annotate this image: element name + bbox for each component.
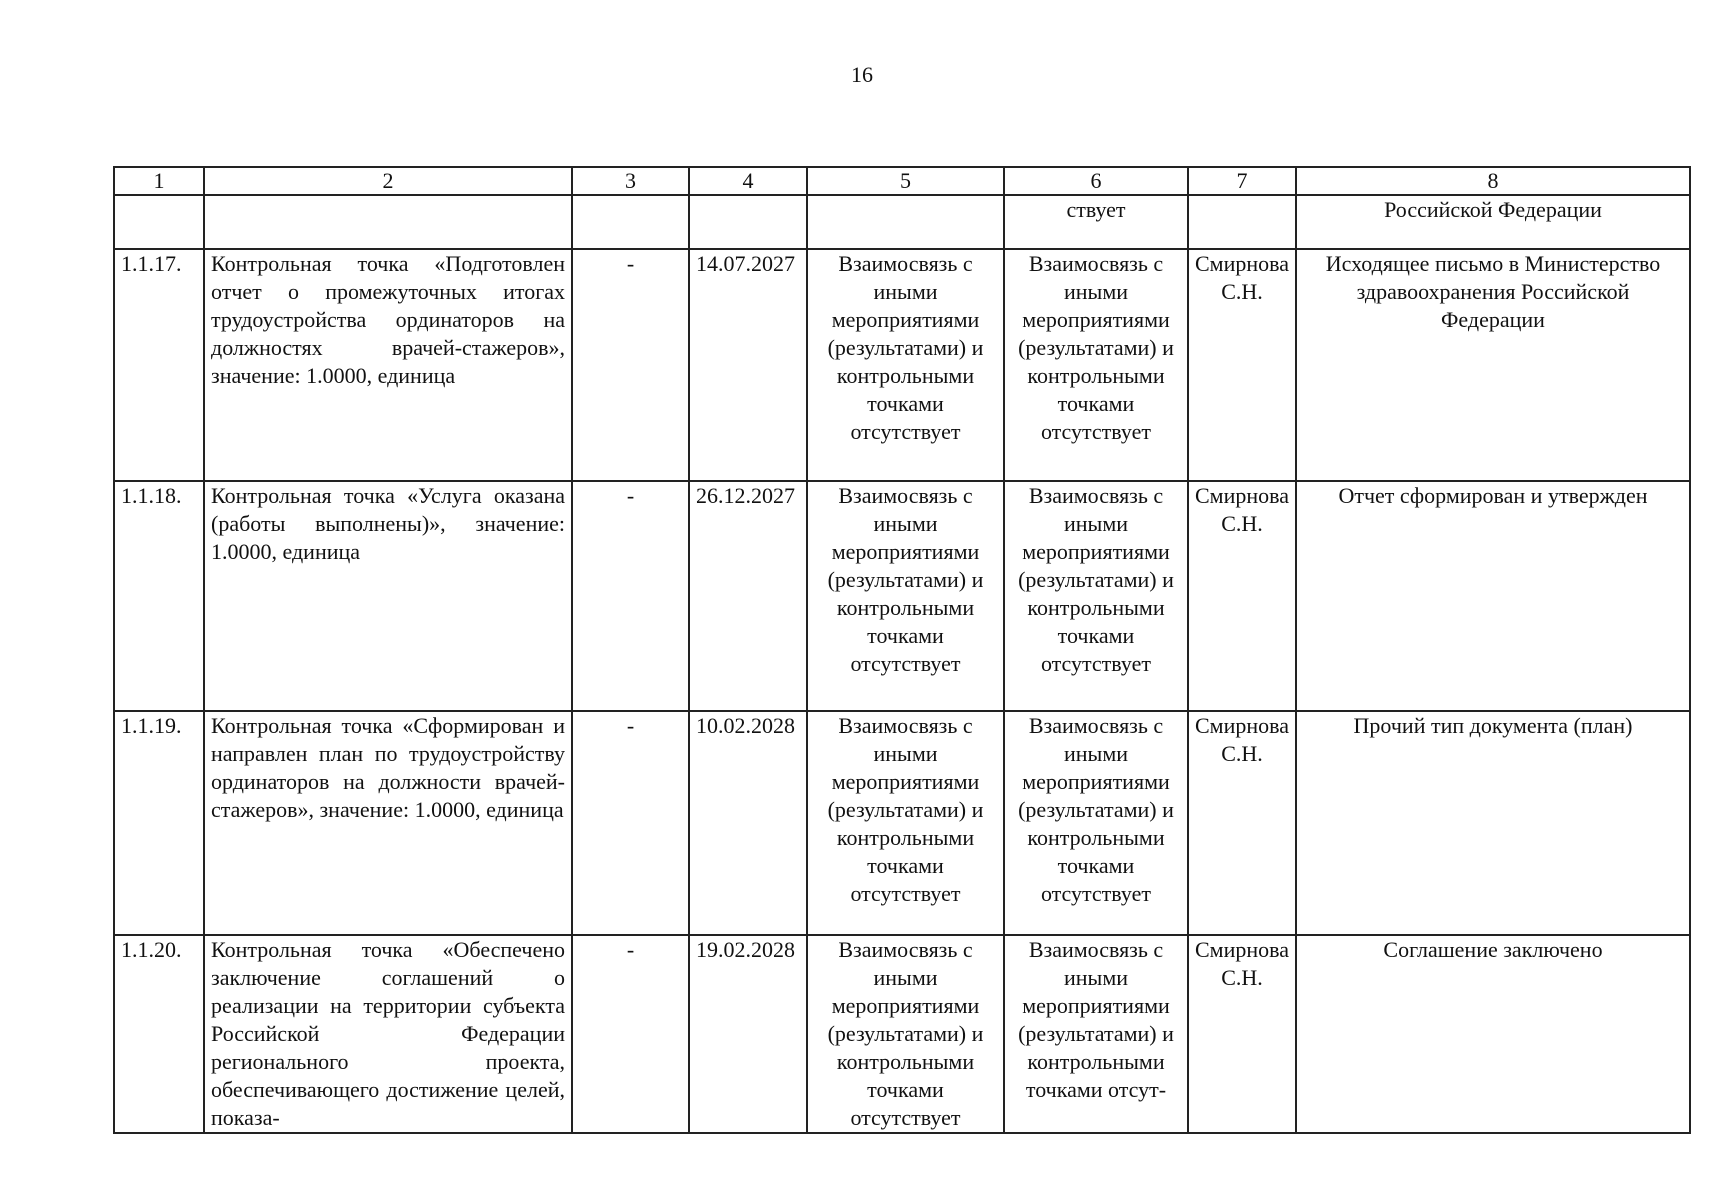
- document-cell: Исходящее письмо в Министерство здравоохранения Российской Федерации: [1296, 249, 1690, 481]
- row-number: 1.1.18.: [114, 481, 204, 711]
- row-number: 1.1.17.: [114, 249, 204, 481]
- relation-cell: Взаимосвязь с иными мероприятиями (результатами) и контрольными точками отсутствует: [807, 481, 1004, 711]
- date-cell: 10.02.2028: [689, 711, 807, 935]
- table-row: [114, 249, 1690, 481]
- document-cell: Прочий тип документа (план): [1296, 711, 1690, 935]
- responsible-cell: Смирнова С.Н.: [1188, 935, 1296, 1133]
- control-point-name: Контрольная точка «Сформирован и направлен план по трудоустройству ординаторов на должности врачей-стажеров», значение: 1.0000, единица: [204, 711, 572, 935]
- table-row: [114, 711, 1690, 935]
- row-number: 1.1.20.: [114, 935, 204, 1133]
- table-row: [114, 481, 1690, 711]
- column-header: 5: [807, 167, 1004, 195]
- empty-cell: [114, 195, 204, 249]
- base-value-cell: -: [572, 481, 689, 711]
- control-point-name: Контрольная точка «Обеспечено заключение соглашений о реализации на территории субъекта Российской Федерации регионального проекта, обеспечивающего достижение целей, показа-: [204, 935, 572, 1133]
- relation-cell: Взаимосвязь с иными мероприятиями (результатами) и контрольными точками отсутствует: [807, 249, 1004, 481]
- page-number: 16: [851, 62, 873, 87]
- column-header: 6: [1004, 167, 1188, 195]
- relation-cell: Взаимосвязь с иными мероприятиями (результатами) и контрольными точками отсутствует: [1004, 711, 1188, 935]
- control-point-name: Контрольная точка «Подготовлен отчет о промежуточных итогах трудоустройства ординаторов на должностях врачей-стажеров», значение: 1.0000, единица: [204, 249, 572, 481]
- relation-cell: Взаимосвязь с иными мероприятиями (результатами) и контрольными точками отсутствует: [1004, 249, 1188, 481]
- responsible-cell: Смирнова С.Н.: [1188, 481, 1296, 711]
- control-points-table: [113, 166, 1691, 1134]
- control-point-name: Контрольная точка «Услуга оказана (работы выполнены)», значение: 1.0000, единица: [204, 481, 572, 711]
- column-header: 4: [689, 167, 807, 195]
- empty-cell: [1188, 195, 1296, 249]
- relation-cell: Взаимосвязь с иными мероприятиями (результатами) и контрольными точками отсутствует: [807, 711, 1004, 935]
- base-value-cell: -: [572, 249, 689, 481]
- empty-cell: [689, 195, 807, 249]
- column-header: 1: [114, 167, 204, 195]
- table-row: [114, 935, 1690, 1133]
- empty-cell: [807, 195, 1004, 249]
- document-cell-continued: Российской Федерации: [1296, 195, 1690, 249]
- column-header: 2: [204, 167, 572, 195]
- row-number: 1.1.19.: [114, 711, 204, 935]
- responsible-cell: Смирнова С.Н.: [1188, 711, 1296, 935]
- base-value-cell: -: [572, 711, 689, 935]
- column-header: 8: [1296, 167, 1690, 195]
- base-value-cell: -: [572, 935, 689, 1133]
- date-cell: 19.02.2028: [689, 935, 807, 1133]
- date-cell: 14.07.2027: [689, 249, 807, 481]
- relation-cell-continued: ствует: [1004, 195, 1188, 249]
- column-header: 7: [1188, 167, 1296, 195]
- relation-cell: Взаимосвязь с иными мероприятиями (результатами) и контрольными точками отсут-: [1004, 935, 1188, 1133]
- empty-cell: [204, 195, 572, 249]
- relation-cell: Взаимосвязь с иными мероприятиями (результатами) и контрольными точками отсутствует: [807, 935, 1004, 1133]
- document-cell: Соглашение заключено: [1296, 935, 1690, 1133]
- date-cell: 26.12.2027: [689, 481, 807, 711]
- document-cell: Отчет сформирован и утвержден: [1296, 481, 1690, 711]
- header-row: [114, 167, 1690, 195]
- relation-cell: Взаимосвязь с иными мероприятиями (результатами) и контрольными точками отсутствует: [1004, 481, 1188, 711]
- continuation-row: [114, 195, 1690, 249]
- empty-cell: [572, 195, 689, 249]
- column-header: 3: [572, 167, 689, 195]
- responsible-cell: Смирнова С.Н.: [1188, 249, 1296, 481]
